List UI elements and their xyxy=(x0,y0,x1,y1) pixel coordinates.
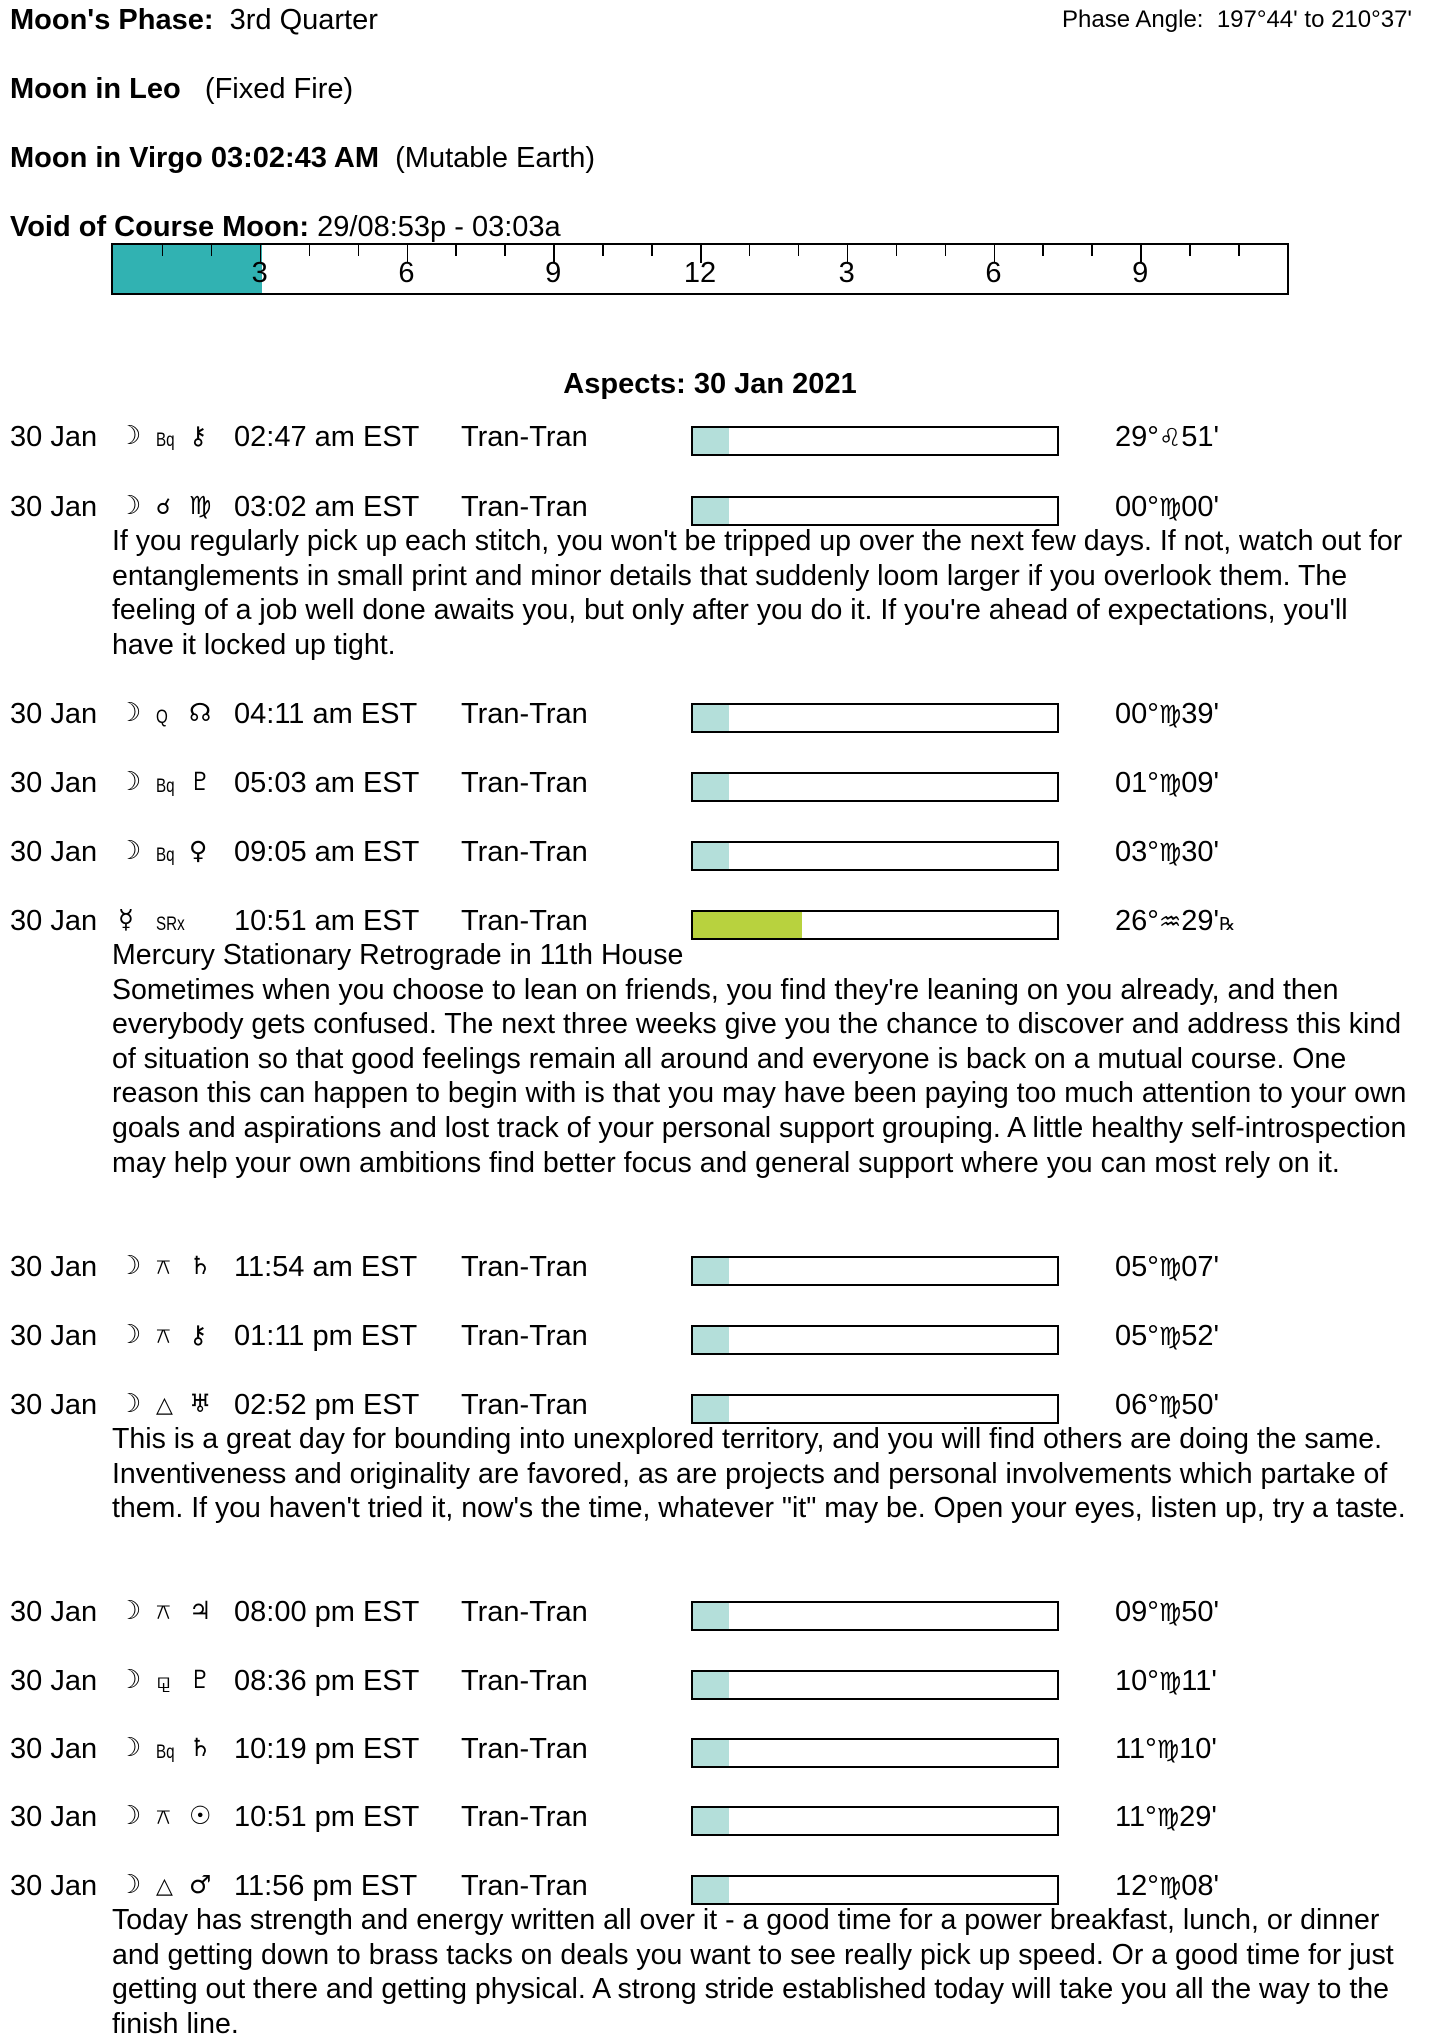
position-minutes: 30' xyxy=(1181,836,1220,868)
aspect-time: 02:47 am EST xyxy=(234,421,420,453)
aspect-strength-fill xyxy=(693,843,729,869)
position-minutes: 09' xyxy=(1181,767,1220,799)
aspect-time: 08:00 pm EST xyxy=(234,1596,420,1628)
planet-1-glyph-icon: ☽ xyxy=(118,836,142,866)
planet-2-glyph-icon: ♂ xyxy=(189,1870,212,1899)
timeline-tick xyxy=(602,245,604,256)
aspect-type: Tran-Tran xyxy=(461,1251,588,1283)
aspect-strength-bar xyxy=(691,1394,1059,1424)
aspect-time: 10:19 pm EST xyxy=(234,1733,420,1765)
position-minutes: 51' xyxy=(1181,421,1220,453)
aspect-glyph-icon: △ xyxy=(156,1393,173,1418)
zodiac-sign-icon: ♒ xyxy=(1158,907,1182,936)
aspect-position xyxy=(1115,1870,1219,1903)
timeline-hour-label: 9 xyxy=(545,257,562,289)
aspect-strength-bar xyxy=(691,1738,1059,1768)
timeline-hour-label: 6 xyxy=(398,257,415,289)
aspect-time: 05:03 am EST xyxy=(234,767,420,799)
aspect-glyph-icon: ☌ xyxy=(156,495,171,520)
position-minutes: 50' xyxy=(1181,1596,1220,1628)
position-minutes: 11' xyxy=(1181,1665,1217,1697)
aspect-type: Tran-Tran xyxy=(461,905,588,937)
aspect-glyph-icon: ⚻ xyxy=(156,1255,171,1280)
aspect-type: Tran-Tran xyxy=(461,1320,588,1352)
timeline-tick xyxy=(1238,245,1240,256)
aspect-date: 30 Jan xyxy=(10,421,98,453)
planet-1-glyph-icon: ☿ xyxy=(118,905,134,935)
position-minutes: 10' xyxy=(1179,1733,1217,1765)
planet-2-glyph-icon: ♀ xyxy=(189,836,208,865)
planet-1-glyph-icon: ☽ xyxy=(118,1596,142,1626)
aspect-glyph-icon: △ xyxy=(156,1874,173,1899)
position-degrees: 09° xyxy=(1115,1596,1159,1628)
aspect-time: 09:05 am EST xyxy=(234,836,420,868)
planet-2-glyph-icon: ♍ xyxy=(189,491,212,520)
planet-2-glyph-icon: ♅ xyxy=(189,1389,212,1418)
aspect-glyph-icon: ⚼ xyxy=(156,1669,172,1694)
timeline-tick xyxy=(309,245,311,256)
aspect-strength-bar xyxy=(691,772,1059,802)
aspect-row xyxy=(0,1733,1438,1773)
timeline-hour-label: 12 xyxy=(683,257,717,289)
planet-1-glyph-icon: ☽ xyxy=(118,1733,142,1763)
aspect-position xyxy=(1115,421,1219,454)
aspect-time: 11:54 am EST xyxy=(234,1251,418,1283)
aspect-type: Tran-Tran xyxy=(461,836,588,868)
aspect-strength-bar xyxy=(691,496,1059,526)
zodiac-sign-icon: ♍ xyxy=(1158,769,1182,798)
planet-2-glyph-icon: ♇ xyxy=(189,1665,212,1694)
aspect-date: 30 Jan xyxy=(10,1251,98,1283)
timeline-tick xyxy=(749,245,751,256)
aspect-time: 02:52 pm EST xyxy=(234,1389,420,1421)
aspect-strength-fill xyxy=(693,774,729,800)
retrograde-icon: ℞ xyxy=(1219,914,1236,935)
position-minutes: 50' xyxy=(1181,1389,1220,1421)
aspect-date: 30 Jan xyxy=(10,1389,98,1421)
aspect-position xyxy=(1115,905,1235,938)
aspect-time: 10:51 pm EST xyxy=(234,1801,420,1833)
aspect-position xyxy=(1115,1733,1217,1766)
aspect-row xyxy=(0,1320,1438,1360)
aspect-row xyxy=(0,1251,1438,1291)
aspect-time: 03:02 am EST xyxy=(234,491,420,523)
zodiac-sign-icon: ♍ xyxy=(1158,493,1182,522)
timeline-tick xyxy=(211,245,213,256)
zodiac-sign-icon: ♍ xyxy=(1158,1872,1182,1901)
timeline-tick xyxy=(504,245,506,256)
phase-angle-value: 197°44' to 210°37' xyxy=(1216,6,1412,33)
aspect-type: Tran-Tran xyxy=(461,1733,588,1765)
planet-2-glyph-icon: ⚷ xyxy=(189,1320,208,1349)
planet-2-glyph-icon: ♄ xyxy=(189,1251,212,1280)
planet-2-glyph-icon: ♃ xyxy=(189,1596,212,1625)
planet-1-glyph-icon: ☽ xyxy=(118,1870,142,1900)
aspect-strength-fill xyxy=(693,1672,729,1698)
position-degrees: 03° xyxy=(1115,836,1159,868)
zodiac-sign-icon: ♍ xyxy=(1158,700,1182,729)
aspect-strength-fill xyxy=(693,1258,729,1284)
position-degrees: 05° xyxy=(1115,1320,1159,1352)
phase-angle xyxy=(1062,6,1412,34)
aspect-glyph-icon: Bq xyxy=(156,430,175,451)
phase-angle-label: Phase Angle: xyxy=(1062,6,1204,33)
timeline-hour-label: 6 xyxy=(985,257,1002,289)
zodiac-sign-icon: ♍ xyxy=(1158,1598,1182,1627)
aspect-position xyxy=(1115,1320,1219,1353)
planet-1-glyph-icon: ☽ xyxy=(118,1801,142,1831)
interpretation-text: If you regularly pick up each stitch, you won't be tripped up over the next few days. If not, watch out for entanglements in small print and minor details that suddenly loom larger if you overlook them. The feeling of a job well done awaits you, but only after you do it. If you're ahead of expectations, you'll have it locked up tight. xyxy=(112,525,1403,661)
aspect-date: 30 Jan xyxy=(10,905,98,937)
moon-sign-line-1 xyxy=(10,73,353,106)
aspect-position xyxy=(1115,698,1219,731)
void-of-course-value: 29/08:53p - 03:03a xyxy=(317,211,561,243)
position-degrees: 06° xyxy=(1115,1389,1159,1421)
aspect-date: 30 Jan xyxy=(10,1320,98,1352)
position-degrees: 01° xyxy=(1115,767,1159,799)
position-minutes: 29' xyxy=(1179,1801,1217,1833)
aspect-time: 08:36 pm EST xyxy=(234,1665,420,1697)
aspect-strength-fill xyxy=(693,1877,729,1903)
moon-sign-2-quality: (Mutable Earth) xyxy=(395,142,595,174)
planet-1-glyph-icon: ☽ xyxy=(118,491,142,521)
aspect-position xyxy=(1115,767,1219,800)
interpretation-title: Mercury Stationary Retrograde in 11th House xyxy=(112,939,684,971)
planet-1-glyph-icon: ☽ xyxy=(118,1389,142,1419)
timeline-tick xyxy=(1042,245,1044,256)
aspect-glyph-icon: ⚻ xyxy=(156,1324,171,1349)
aspect-glyph-icon: Q xyxy=(156,707,168,728)
aspect-strength-fill xyxy=(693,1327,729,1353)
aspect-glyph-icon: ⚻ xyxy=(156,1805,171,1830)
aspect-time: 04:11 am EST xyxy=(234,698,418,730)
timeline-hour-label: 3 xyxy=(251,257,268,289)
aspect-strength-bar xyxy=(691,1256,1059,1286)
void-of-course-timeline xyxy=(111,243,1289,295)
aspect-date: 30 Jan xyxy=(10,836,98,868)
aspect-date: 30 Jan xyxy=(10,1801,98,1833)
aspect-date: 30 Jan xyxy=(10,767,98,799)
void-of-course-label: Void of Course Moon: xyxy=(10,211,310,243)
moon-phase-line xyxy=(10,4,378,37)
moon-sign-1-quality: (Fixed Fire) xyxy=(204,73,354,105)
timeline-tick xyxy=(455,245,457,256)
aspect-row xyxy=(0,1665,1438,1705)
moon-sign-line-2 xyxy=(10,142,595,175)
aspect-strength-fill xyxy=(693,912,802,938)
position-degrees: 05° xyxy=(1115,1251,1159,1283)
aspect-time: 11:56 pm EST xyxy=(234,1870,418,1902)
aspect-type: Tran-Tran xyxy=(461,1801,588,1833)
planet-2-glyph-icon: ♄ xyxy=(189,1733,212,1762)
zodiac-sign-icon: ♍ xyxy=(1158,1391,1182,1420)
aspect-type: Tran-Tran xyxy=(461,1389,588,1421)
planet-2-glyph-icon: ⚷ xyxy=(189,421,208,450)
aspect-time: 10:51 am EST xyxy=(234,905,420,937)
aspect-strength-bar xyxy=(691,1601,1059,1631)
aspect-strength-fill xyxy=(693,1740,729,1766)
timeline-tick xyxy=(651,245,653,256)
aspect-row xyxy=(0,836,1438,876)
aspect-position xyxy=(1115,1389,1219,1422)
aspect-type: Tran-Tran xyxy=(461,1596,588,1628)
planet-1-glyph-icon: ☽ xyxy=(118,1251,142,1281)
aspect-glyph-icon: Bq xyxy=(156,776,175,797)
aspects-title: Aspects: 30 Jan 2021 xyxy=(563,368,857,400)
position-minutes: 39' xyxy=(1181,698,1220,730)
aspect-strength-fill xyxy=(693,1808,729,1834)
zodiac-sign-icon: ♍ xyxy=(1156,1803,1180,1832)
aspect-position xyxy=(1115,1665,1217,1698)
aspect-type: Tran-Tran xyxy=(461,767,588,799)
aspect-strength-bar xyxy=(691,1325,1059,1355)
aspect-strength-fill xyxy=(693,705,729,731)
timeline-tick xyxy=(798,245,800,256)
aspect-row xyxy=(0,421,1438,461)
aspect-position xyxy=(1115,836,1219,869)
aspect-date: 30 Jan xyxy=(10,698,98,730)
aspect-date: 30 Jan xyxy=(10,1665,98,1697)
aspect-interpretation xyxy=(112,938,1412,1180)
aspect-row xyxy=(0,698,1438,738)
position-minutes: 29' xyxy=(1181,905,1220,937)
aspect-strength-bar xyxy=(691,1806,1059,1836)
position-degrees: 11° xyxy=(1115,1801,1157,1833)
zodiac-sign-icon: ♍ xyxy=(1158,1253,1182,1282)
planet-1-glyph-icon: ☽ xyxy=(118,421,142,451)
interpretation-text: Today has strength and energy written all over it - a good time for a power breakfast, lunch, or dinner and getting down to brass tacks on deals you want to see really pick up speed. Or a good time for just getting out there and getting physical. A strong stride established today will take you all the way to the finish line. xyxy=(112,1904,1394,2040)
aspect-interpretation xyxy=(112,1903,1412,2041)
aspect-glyph-icon: SRx xyxy=(156,914,185,935)
planet-1-glyph-icon: ☽ xyxy=(118,767,142,797)
aspect-date: 30 Jan xyxy=(10,491,98,523)
moon-phase-label: Moon's Phase: xyxy=(10,4,214,36)
position-degrees: 10° xyxy=(1115,1665,1159,1697)
position-degrees: 11° xyxy=(1115,1733,1157,1765)
aspect-glyph-icon: ⚻ xyxy=(156,1600,171,1625)
aspect-strength-fill xyxy=(693,428,729,454)
aspect-strength-bar xyxy=(691,1670,1059,1700)
aspect-strength-bar xyxy=(691,1875,1059,1905)
void-of-course-line xyxy=(10,211,561,244)
aspect-strength-bar xyxy=(691,910,1059,940)
aspect-position xyxy=(1115,1596,1219,1629)
aspect-glyph-icon: Bq xyxy=(156,845,175,866)
aspect-type: Tran-Tran xyxy=(461,698,588,730)
interpretation-text: This is a great day for bounding into unexplored territory, and you will find others are doing the same. Inventiveness and originality are favored, as are projects and personal involvements which partake of them. If you haven't tried it, now's the time, whatever "it" may be. Open your eyes, listen up, try a taste. xyxy=(112,1423,1406,1525)
planet-1-glyph-icon: ☽ xyxy=(118,1665,142,1695)
moon-sign-1: Moon in Leo xyxy=(10,73,181,105)
zodiac-sign-icon: ♌ xyxy=(1158,423,1182,452)
aspect-strength-bar xyxy=(691,703,1059,733)
aspect-type: Tran-Tran xyxy=(461,1870,588,1902)
aspect-position xyxy=(1115,491,1219,524)
timeline-hour-label: 9 xyxy=(1132,257,1149,289)
planet-2-glyph-icon: ♇ xyxy=(189,767,212,796)
aspect-strength-fill xyxy=(693,1396,729,1422)
aspect-strength-bar xyxy=(691,841,1059,871)
aspect-position xyxy=(1115,1251,1219,1284)
moon-phase-value: 3rd Quarter xyxy=(229,4,378,36)
position-minutes: 08' xyxy=(1181,1870,1220,1902)
aspect-type: Tran-Tran xyxy=(461,491,588,523)
aspect-time: 01:11 pm EST xyxy=(234,1320,418,1352)
position-degrees: 26° xyxy=(1115,905,1159,937)
aspect-date: 30 Jan xyxy=(10,1596,98,1628)
timeline-tick xyxy=(162,245,164,256)
timeline-hour-label: 3 xyxy=(838,257,855,289)
moon-sign-2: Moon in Virgo 03:02:43 AM xyxy=(10,142,379,174)
aspect-strength-fill xyxy=(693,1603,729,1629)
position-degrees: 00° xyxy=(1115,698,1159,730)
position-minutes: 07' xyxy=(1181,1251,1220,1283)
aspect-type: Tran-Tran xyxy=(461,421,588,453)
planet-2-glyph-icon: ☉ xyxy=(189,1801,212,1830)
position-minutes: 00' xyxy=(1181,491,1220,523)
aspect-glyph-icon: Bq xyxy=(156,1742,175,1763)
position-degrees: 29° xyxy=(1115,421,1159,453)
position-degrees: 12° xyxy=(1115,1870,1159,1902)
aspect-interpretation xyxy=(112,1422,1412,1526)
aspect-date: 30 Jan xyxy=(10,1733,98,1765)
interpretation-text: Sometimes when you choose to lean on friends, you find they're leaning on you already, and then everybody gets confused. The next three weeks give you the chance to discover and address this kind of situation so that good feelings remain all around and everyone is back on a mutual course. One reason this can happen to begin with is that you may have been paying too much attention to your own goals and aspirations and lost track of your personal support grouping. A little healthy self-introspection may help your own ambitions find better focus and general support where you can most rely on it. xyxy=(112,973,1407,1179)
aspect-row xyxy=(0,1801,1438,1841)
aspect-position xyxy=(1115,1801,1217,1834)
position-minutes: 52' xyxy=(1181,1320,1220,1352)
aspect-strength-bar xyxy=(691,426,1059,456)
timeline-tick xyxy=(1091,245,1093,256)
zodiac-sign-icon: ♍ xyxy=(1158,1322,1182,1351)
timeline-tick xyxy=(945,245,947,256)
timeline-tick xyxy=(896,245,898,256)
void-of-course-fill xyxy=(113,245,262,293)
timeline-tick xyxy=(1189,245,1191,256)
aspect-strength-fill xyxy=(693,498,729,524)
planet-1-glyph-icon: ☽ xyxy=(118,1320,142,1350)
aspect-type: Tran-Tran xyxy=(461,1665,588,1697)
zodiac-sign-icon: ♍ xyxy=(1158,1667,1182,1696)
timeline-tick xyxy=(358,245,360,256)
planet-1-glyph-icon: ☽ xyxy=(118,698,142,728)
planet-2-glyph-icon: ☊ xyxy=(189,698,212,727)
zodiac-sign-icon: ♍ xyxy=(1158,838,1182,867)
zodiac-sign-icon: ♍ xyxy=(1156,1735,1180,1764)
aspect-row xyxy=(0,1596,1438,1636)
position-degrees: 00° xyxy=(1115,491,1159,523)
aspect-row xyxy=(0,767,1438,807)
aspect-date: 30 Jan xyxy=(10,1870,98,1902)
aspect-interpretation xyxy=(112,524,1412,662)
